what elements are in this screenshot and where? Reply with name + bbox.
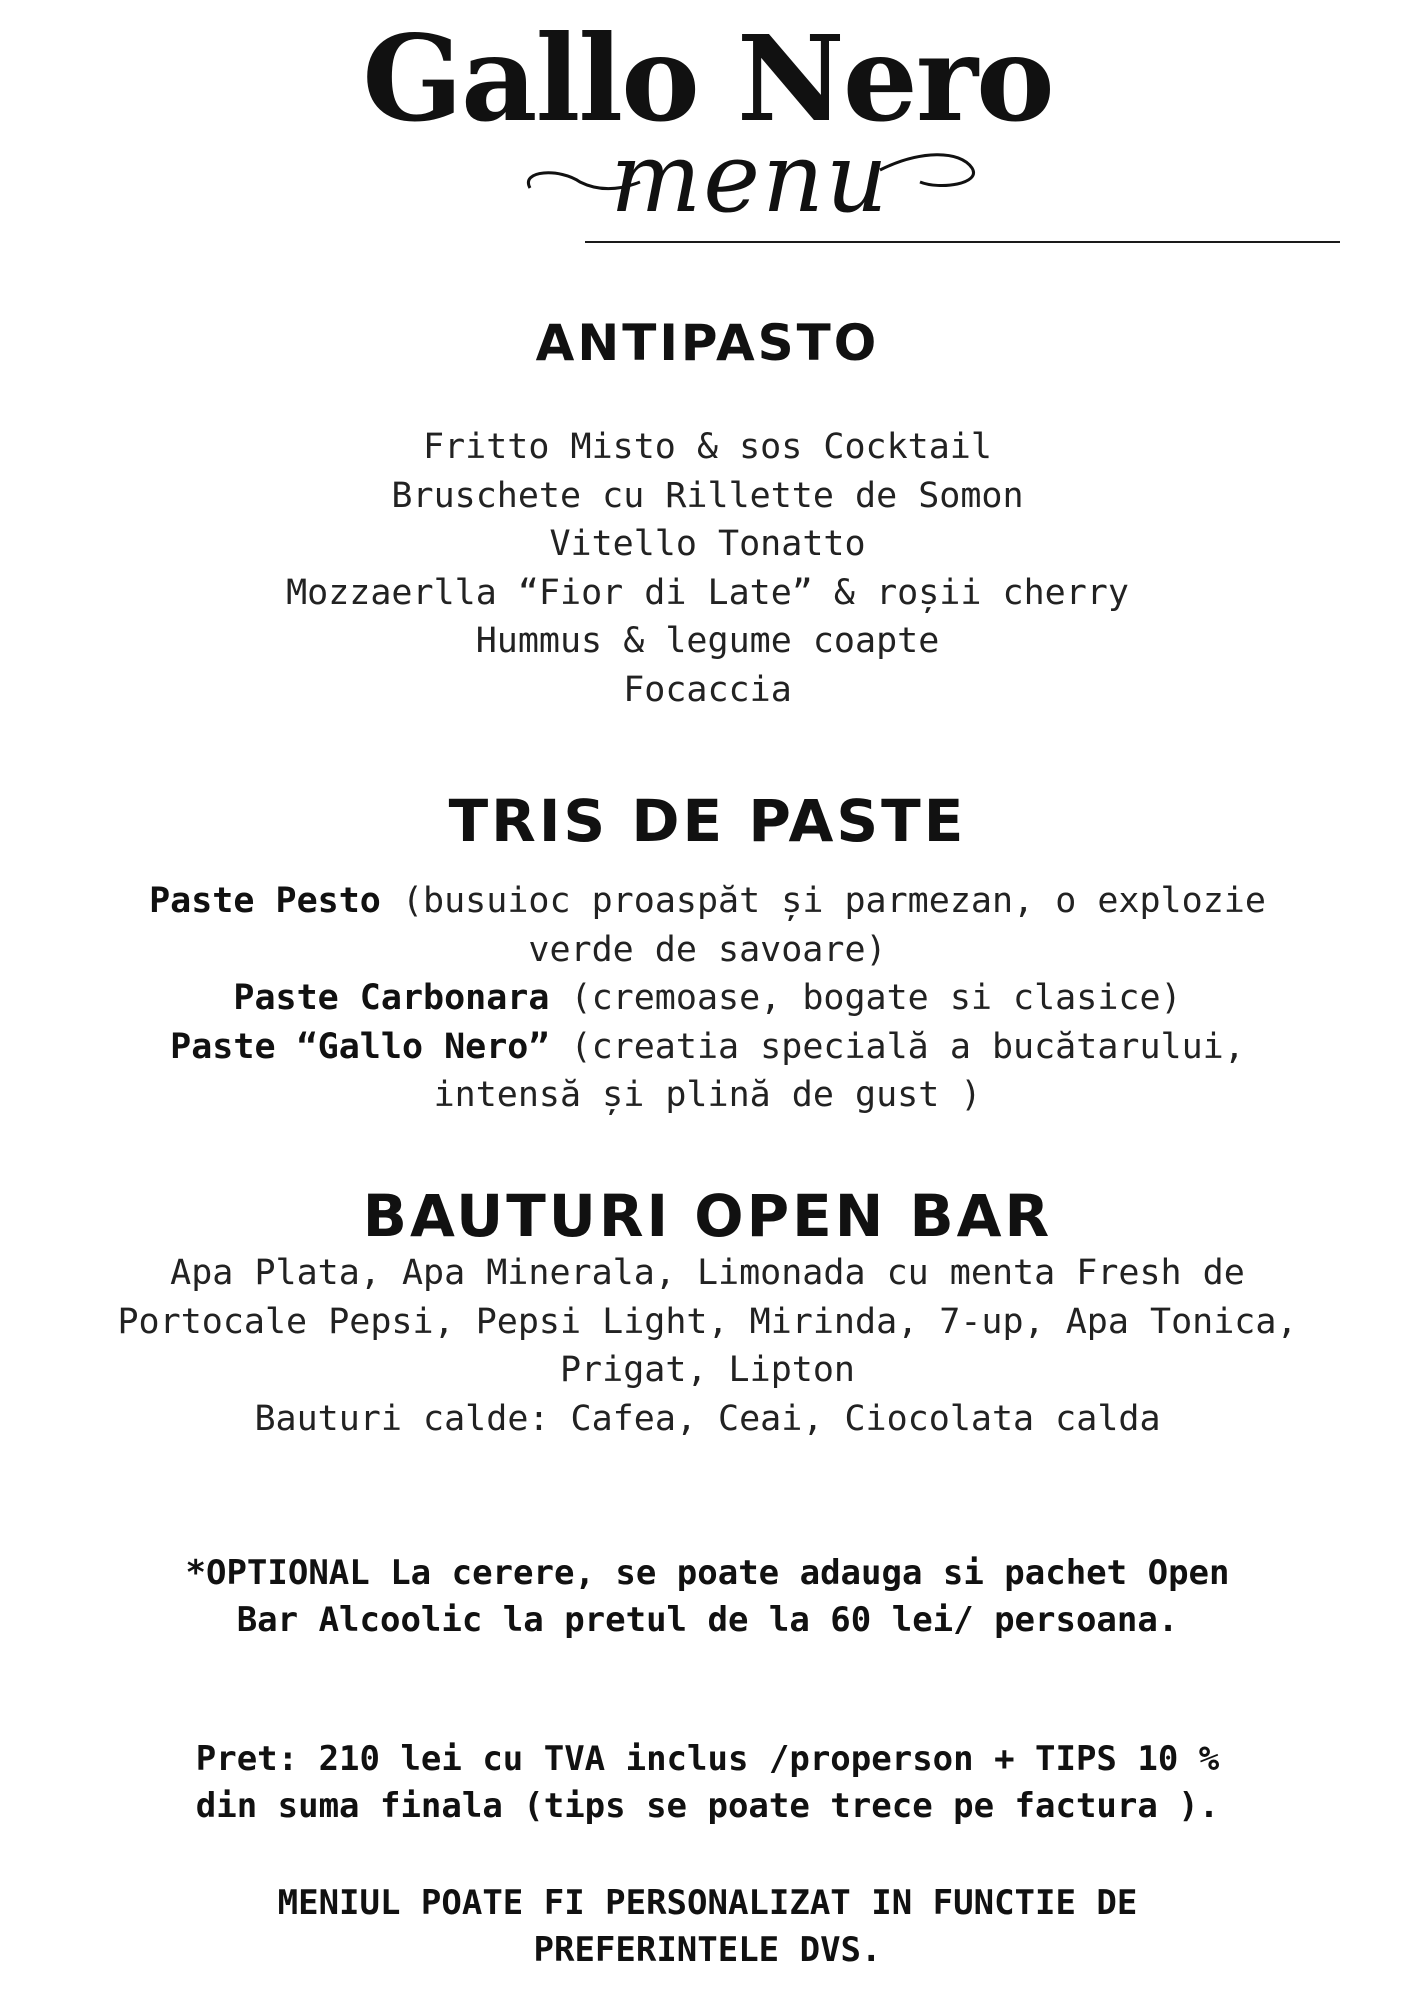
menu-script-title [520, 122, 980, 240]
menu-subtitle: menu [610, 122, 890, 234]
pasta-description: (cremoase, bogate si clasice) [549, 978, 1182, 1018]
list-line: Prigat, Lipton [559, 1350, 855, 1390]
divider-line [585, 241, 1340, 243]
list-item-continuation: verde de savoare) [528, 929, 887, 970]
list-item-continuation: intensă și plină de gust ) [433, 1075, 982, 1115]
note-line: *OPTIONAL La cerere, se poate adauga si pachet Open [185, 1553, 1230, 1593]
list-item: Vitello Tonatto [549, 524, 866, 564]
optional-note [0, 1550, 1415, 1644]
note-line: MENIUL POATE FI PERSONALIZAT IN FUNCTIE DE [277, 1883, 1138, 1923]
customization-note [0, 1880, 1415, 1974]
pasta-name: Paste Carbonara [233, 978, 550, 1018]
pasta-name: Paste Pesto [149, 881, 381, 921]
paste-list [0, 877, 1415, 1120]
list-line: Portocale Pepsi, Pepsi Light, Mirinda, 7-up, Apa Tonica, [117, 1301, 1298, 1342]
price-note [0, 1736, 1415, 1830]
list-item [0, 974, 1415, 1023]
antipasto-heading: ANTIPASTO [535, 314, 880, 372]
list-item: Bruschete cu Rillette de Somon [391, 475, 1024, 516]
bauturi-list [0, 1249, 1415, 1443]
note-line: Pret: 210 lei cu TVA inclus /properson + TIPS 10 % [195, 1739, 1220, 1779]
note-line: Bar Alcoolic la pretul de la 60 lei/ persoana. [236, 1600, 1179, 1640]
list-item: Hummus & legume coapte [475, 621, 940, 661]
pasta-description: (creatia specială a bucătarului, [549, 1026, 1245, 1067]
bauturi-heading: BAUTURI OPEN BAR [362, 1182, 1053, 1250]
list-line: Apa Plata, Apa Minerala, Limonada cu menta Fresh de [170, 1253, 1245, 1293]
list-item: Focaccia [623, 669, 792, 710]
note-line: din suma finala (tips se poate trece pe factura ). [195, 1786, 1220, 1826]
pasta-name: Paste “Gallo Nero” [170, 1026, 550, 1067]
list-item: Mozzaerlla “Fior di Late” & roșii cherry [286, 572, 1129, 613]
list-item: Fritto Misto & sos Cocktail [423, 427, 992, 467]
tris-de-paste-heading: TRIS DE PASTE [448, 787, 967, 855]
list-line: Bauturi calde: Cafea, Ceai, Ciocolata calda [254, 1398, 1161, 1439]
antipasto-list [0, 423, 1415, 714]
note-line: PREFERINTELE DVS. [533, 1930, 882, 1970]
list-item [0, 1023, 1415, 1072]
list-item [0, 877, 1415, 926]
pasta-description: (busuioc proaspăt și parmezan, o explozie [380, 881, 1266, 921]
restaurant-name: Gallo Nero [362, 9, 1053, 148]
